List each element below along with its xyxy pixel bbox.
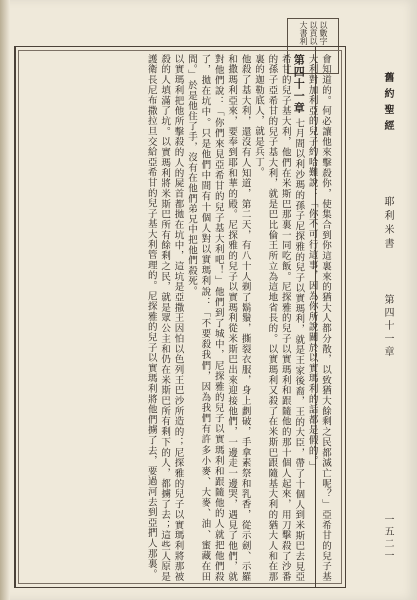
paragraph: 他殺了基大利，還沒有人知道，第二天，有八十人剃了鬍鬚，撕裂衣服，身上劃破，手拿素祭和乳香，從示劍、示羅和撒瑪利亞來，要奉到耶和華的殿。尼探雅的兒子以實瑪利從米斯巴出來迎接他們，一邊走一邊哭，遇見了他們，就對他們說：「你們來見亞希甘的兒子基大利吧！」他們到了城中，尼探雅的兒子以實瑪利和跟隨他的人就把他們殺了，拋在坑中。只是他們中間有十個人對以實瑪利說：「不要殺我們，因為我們有許多小麥、大麥、油、蜜藏在田間。」於是他住了手，沒有在他們弟兄中把他們殺死。 xyxy=(185,54,251,582)
stamp-text-3: 大書利 xyxy=(299,21,308,45)
main-text xyxy=(26,54,332,582)
chapter-label: 第四十一章 xyxy=(292,54,306,115)
chapter-heading: 第四十一章 xyxy=(382,294,393,359)
page-number: 一五二一 xyxy=(382,514,393,562)
book-spine-shadow xyxy=(0,0,10,600)
book-title: 舊約聖經 xyxy=(382,72,393,136)
page-header xyxy=(356,14,400,584)
stamp-text-2: 以貢以 xyxy=(309,21,318,45)
paragraph-text: 七月間以利沙瑪的孫子尼探雅的兒子以實瑪利，就是王家後裔，王的大臣，帶了十個人到米斯巴去見亞希甘的兒子基大利，他們在米斯巴那裏一同吃飯。尼探雅的兒子以實瑪利和跟隨他的那十個人起來，用刀擊殺了沙番的孫子亞希甘的兒子基大利，就是巴比倫王所立為這地省長的。以實瑪利又殺了在米斯巴跟隨基大利的猶大人和在那裏的迦勒底人，就是兵丁。 xyxy=(252,54,305,582)
stamp-text-1: 以數字 xyxy=(319,21,328,45)
paragraph: 會知道的。何必讓他來擊殺你，使集合到你這裏來的猶大人都分散，以致猶大餘剩之民都滅亡呢？」亞希甘的兒子基大利對加利亞的兒子約哈難說：「你不可行這事，因為你所說關於以實瑪利的話都是假的。」 xyxy=(306,54,331,582)
paragraph: 以實瑪利把他所擊殺的人的屍首都拋在坑中，這坑是亞撒王因怕以色列王巴沙所造的；尼探雅的兒子以實瑪利將那被殺的人填滿了坑。以實瑪利將米斯巴所有餘剩之民，就是眾公主和仍在米斯巴所有剩下的人，都擄了去；這些人原是護衛長尼布撒拉旦交給亞希甘的兒子基大利管理的。尼探雅的兒子以實瑪利將他們擄了去，要過河去到亞捫人那裏。 xyxy=(145,54,184,582)
paragraph xyxy=(252,54,306,582)
book-name: 耶利米書 xyxy=(382,196,393,252)
